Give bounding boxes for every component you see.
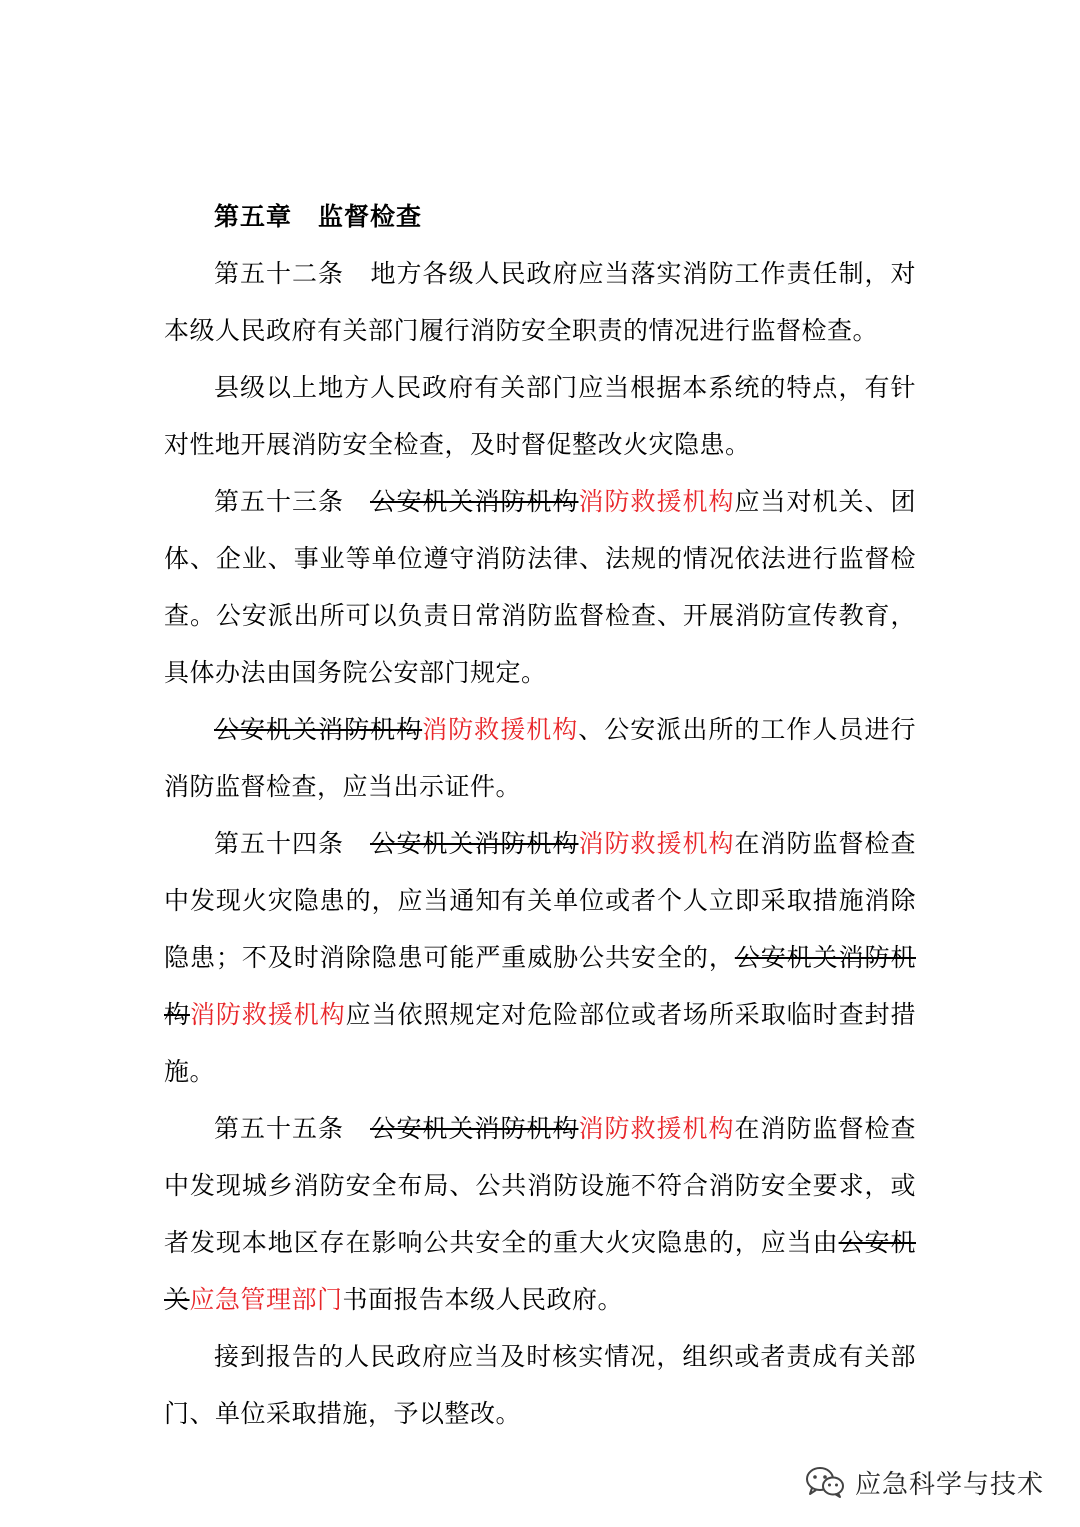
deleted-text: 公安机关消防机构 bbox=[370, 1114, 579, 1143]
inserted-text: 消防救援机构 bbox=[189, 1000, 346, 1029]
article-paragraph bbox=[164, 473, 916, 701]
article-paragraph bbox=[164, 1100, 916, 1328]
inserted-text: 消防救援机构 bbox=[422, 715, 579, 744]
inserted-text: 消防救援机构 bbox=[578, 1114, 735, 1143]
body-text: 县级以上地方人民政府有关部门应当根据本系统的特点，有针对性地开展消防安全检查，及时督促整改火灾隐患。 bbox=[164, 373, 916, 459]
article-label: 第五十三条 bbox=[214, 487, 344, 516]
article-label: 第五十四条 bbox=[214, 829, 344, 858]
chapter-title: 第五章 监督检查 bbox=[214, 202, 423, 231]
article-paragraph bbox=[164, 815, 916, 1100]
body-text: 应当对机关、团体、企业、事业等单位遵守消防法律、法规的情况依法进行监督检查。公安派出所可以负责日常消防监督检查、开展消防宣传教育，具体办法由国务院公安部门规定。 bbox=[164, 487, 916, 687]
body-text: 在消防监督检查中发现火灾隐患的，应当通知有关单位或者个人立即采取措施消除隐患；不及时消除隐患可能严重威胁公共安全的， bbox=[164, 829, 916, 972]
body-text: 、公安派出所的工作人员进行消防监督检查，应当出示证件。 bbox=[164, 715, 916, 801]
body-text: 地方各级人民政府应当落实消防工作责任制，对本级人民政府有关部门履行消防安全职责的情况进行监督检查。 bbox=[164, 259, 916, 345]
deleted-text: 公安机关消防机构 bbox=[370, 829, 579, 858]
inserted-text: 消防救援机构 bbox=[578, 487, 735, 516]
body-text: 在消防监督检查中发现城乡消防安全布局、公共消防设施不符合消防安全要求，或者发现本地区存在影响公共安全的重大火灾隐患的，应当由 bbox=[164, 1114, 916, 1257]
article-paragraph bbox=[164, 245, 916, 359]
deleted-text: 公安机关消防机构 bbox=[214, 715, 423, 744]
articles bbox=[164, 245, 916, 1442]
article-paragraph bbox=[164, 359, 916, 473]
deleted-text: 公安机关 bbox=[164, 1228, 916, 1314]
deleted-text: 公安机关消防机构 bbox=[370, 487, 579, 516]
inserted-text: 应急管理部门 bbox=[189, 1285, 343, 1314]
inserted-text: 消防救援机构 bbox=[578, 829, 735, 858]
body-text: 应当依照规定对危险部位或者场所采取临时查封措施。 bbox=[164, 1000, 916, 1086]
article-paragraph bbox=[164, 1328, 916, 1442]
body-text: 书面报告本级人民政府。 bbox=[342, 1285, 624, 1314]
article-label: 第五十二条 bbox=[214, 259, 344, 288]
wechat-icon bbox=[805, 1465, 845, 1499]
body-text: 接到报告的人民政府应当及时核实情况，组织或者责成有关部门、单位采取措施，予以整改。 bbox=[164, 1342, 916, 1428]
watermark bbox=[805, 1460, 1044, 1504]
document-body bbox=[164, 188, 916, 1442]
deleted-text: 公安机关消防机构 bbox=[164, 943, 916, 1029]
article-label: 第五十五条 bbox=[214, 1114, 344, 1143]
watermark-text: 应急科学与技术 bbox=[854, 1469, 1044, 1500]
article-paragraph bbox=[164, 701, 916, 815]
